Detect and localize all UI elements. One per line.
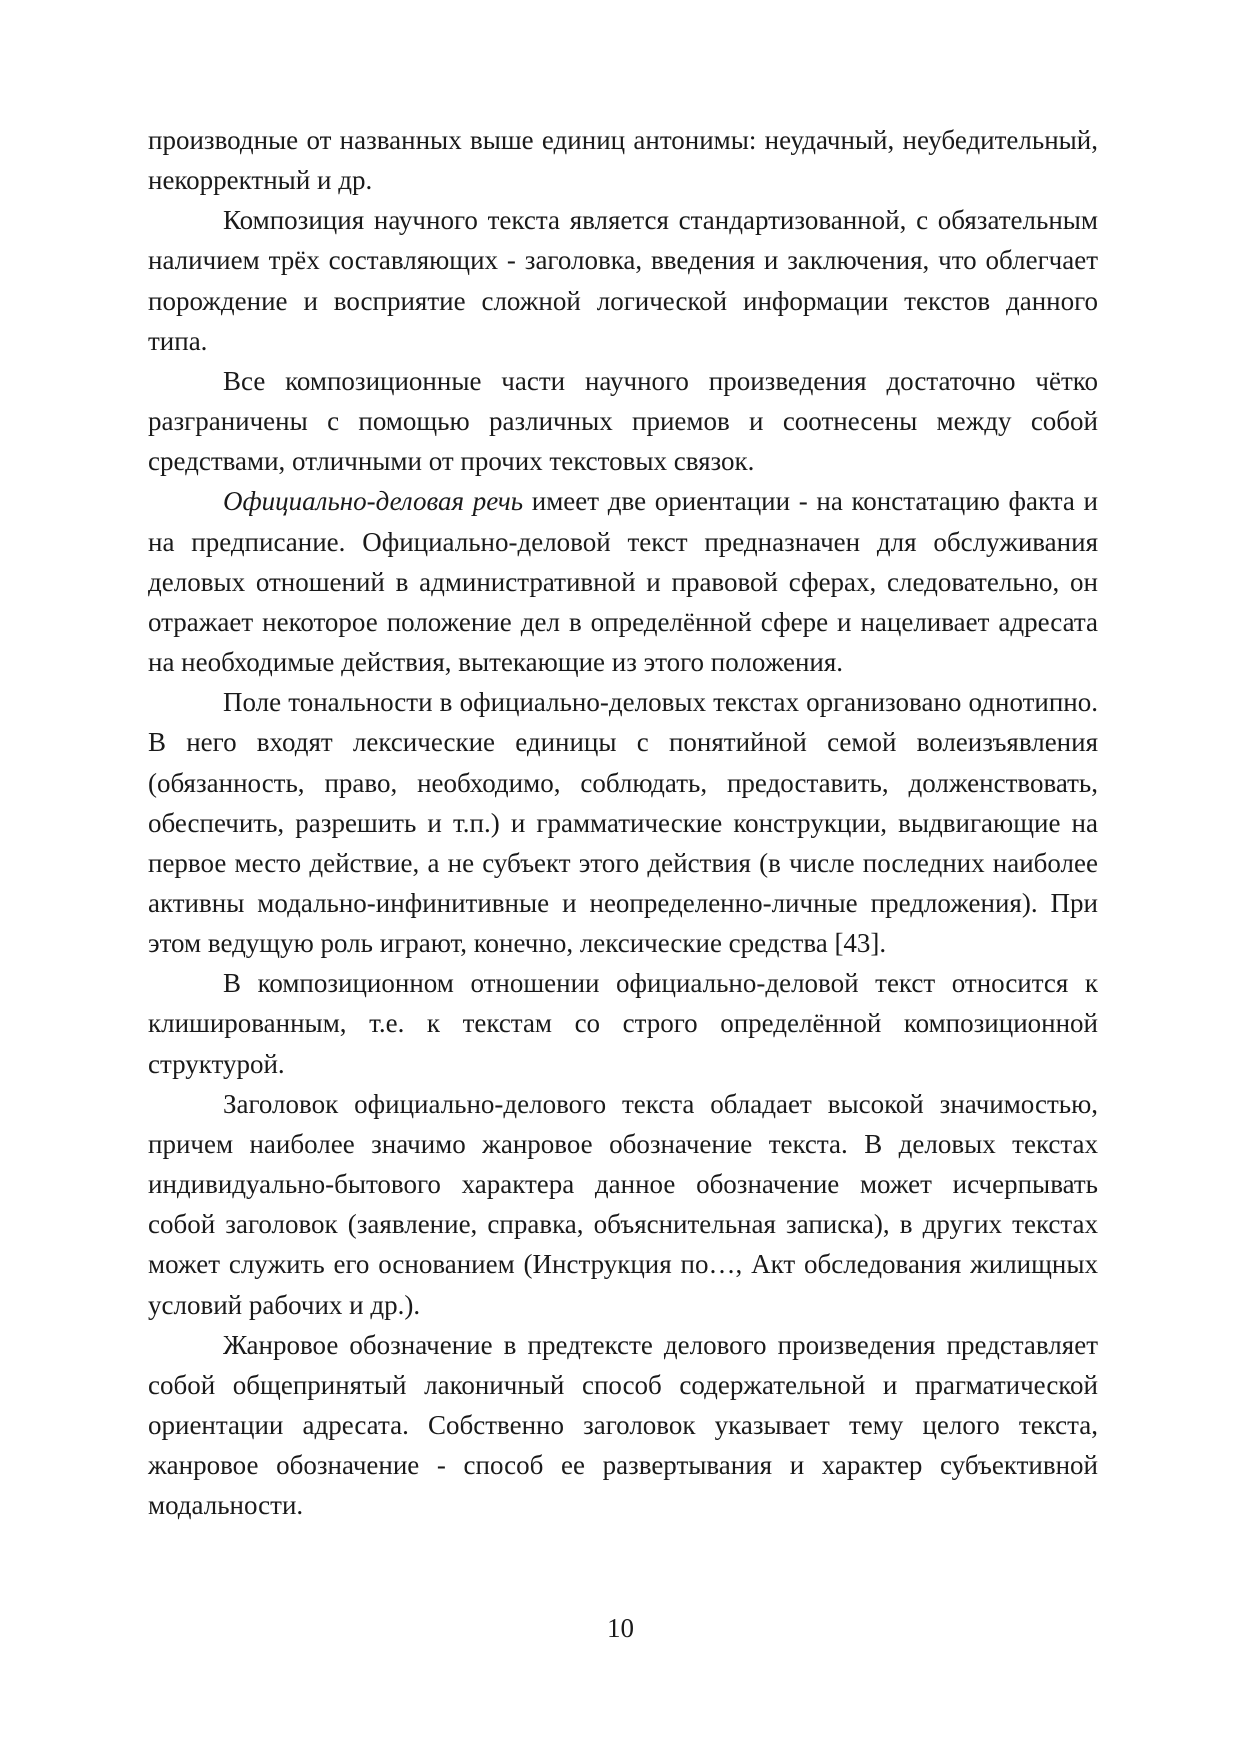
page-body <box>148 120 1098 1525</box>
paragraph-3-text: Все композиционные части научного произведения достаточно чётко разграничены с помощью различных приемов и соотнесены между собой средствами, отличными от прочих текстовых связок. <box>148 365 1098 477</box>
paragraph-7 <box>148 1084 1098 1325</box>
paragraph-1-text: производные от названных выше единиц антонимы: неудачный, неубедительный, некорректный и др. <box>148 125 1098 196</box>
page-number: 10 <box>607 1613 634 1643</box>
paragraph-7-text: Заголовок официально-делового текста обладает высокой значимостью, причем наиболее значимо жанровое обозначение текста. В деловых текстах индивидуально-бытового характера данное обозначение может исчерпывать собой заголовок (заявление, справка, объяснительная записка), в других текстах может служить его основанием (Инструкция по…, Акт обследования жилищных условий рабочих и др.). <box>148 1088 1098 1320</box>
paragraph-8 <box>148 1325 1098 1526</box>
paragraph-2 <box>148 200 1098 361</box>
paragraph-8-text: Жанровое обозначение в предтексте делового произведения представляет собой общепринятый лаконичный способ содержательной и прагматической ориентации адресата. Собственно заголовок указывает тему целого текста, жанровое обозначение - способ ее развертывания и характер субъективной модальности. <box>148 1329 1098 1521</box>
paragraph-3 <box>148 361 1098 481</box>
paragraph-2-text: Композиция научного текста является стандартизованной, с обязательным наличием трёх составляющих - заголовка, введения и заключения, что облегчает порождение и восприятие сложной логической информации текстов данного типа. <box>148 205 1098 356</box>
paragraph-6-text: В композиционном отношении официально-деловой текст относится к клишированным, т.е. к текстам со строго определённой композиционной структурой. <box>148 968 1098 1079</box>
paragraph-4-italic-term: Официально-деловая речь <box>223 486 524 517</box>
paragraph-5-text: Поле тональности в официально-деловых текстах организовано однотипно. В него входят лексические единицы с понятийной семой волеизъявления (обязанность, право, необходимо, соблюдать, предоставить, долженствовать, обеспечить, разрешить и т.п.) и грамматические конструкции, выдвигающие на первое место действие, а не субъект этого действия (в числе последних наиболее активны модально-инфинитивные и неопределенно-личные предложения). При этом ведущую роль играют, конечно, лексические средства [43]. <box>148 687 1098 959</box>
paragraph-4 <box>148 481 1098 682</box>
paragraph-4-text: имеет две ориентации - на констатацию факта и на предписание. Официально-деловой текст предназначен для обслуживания деловых отношений в административной и правовой сферах, следовательно, он отражает некоторое положение дел в определённой сфере и нацеливает адресата на необходимые действия, вытекающие из этого положения. <box>148 486 1098 678</box>
paragraph-5 <box>148 682 1098 963</box>
paragraph-6 <box>148 963 1098 1083</box>
paragraph-1 <box>148 120 1098 200</box>
